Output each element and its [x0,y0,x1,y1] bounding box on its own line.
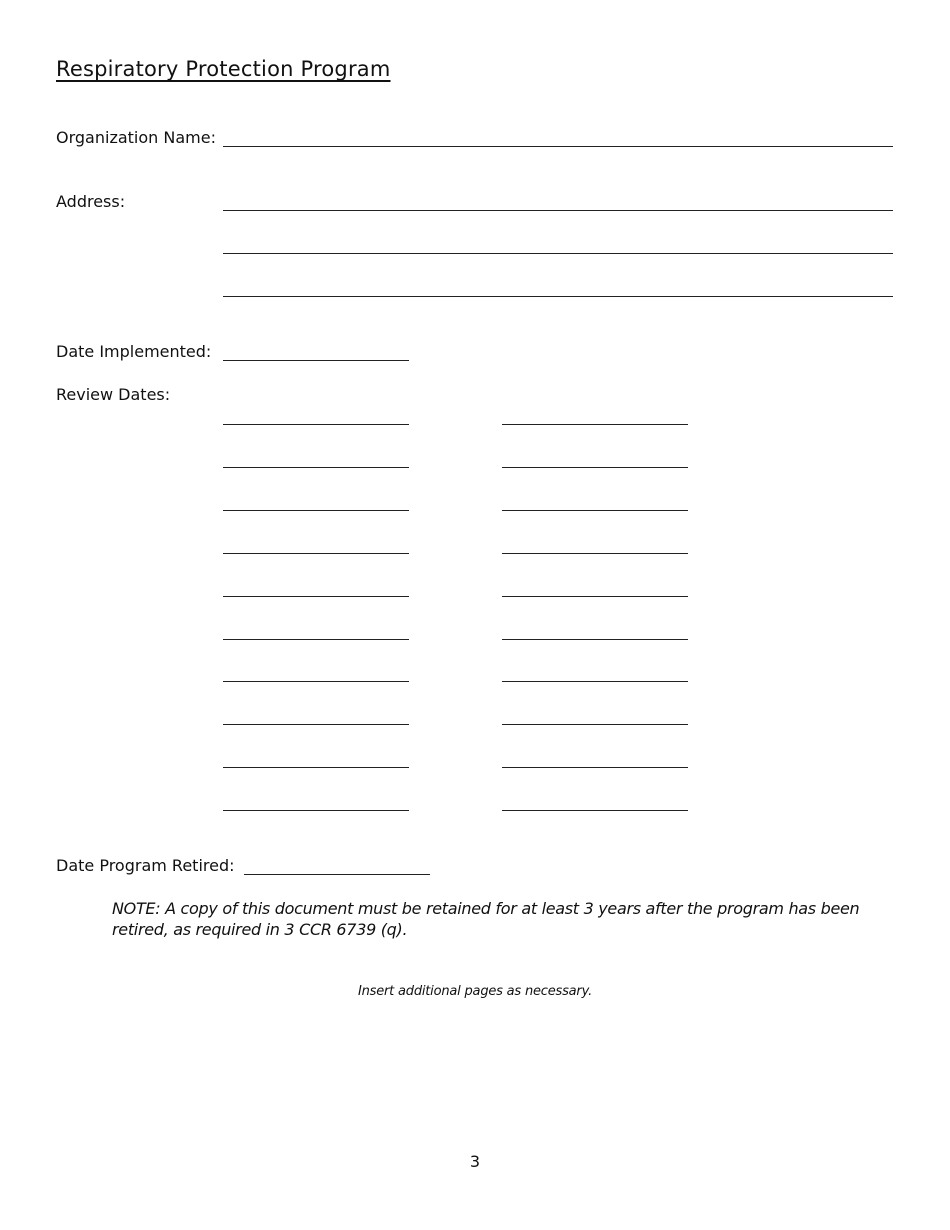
date-program-retired-label: Date Program Retired: [56,856,235,875]
review-date-field[interactable] [223,424,409,425]
address-line-3-field[interactable] [223,296,893,297]
page-number: 3 [469,1152,481,1171]
page-title: Respiratory Protection Program [56,57,391,81]
review-date-field[interactable] [223,553,409,554]
retention-note: NOTE: A copy of this document must be retained for at least 3 years after the program has been retired, as required in 3 CCR 6739 (q). [112,899,860,939]
review-date-field[interactable] [223,810,409,811]
review-date-field[interactable] [502,510,688,511]
review-date-field[interactable] [223,681,409,682]
date-program-retired-field[interactable] [244,874,430,875]
review-date-field[interactable] [502,767,688,768]
review-date-field[interactable] [502,596,688,597]
review-date-field[interactable] [502,810,688,811]
review-date-field[interactable] [223,767,409,768]
review-date-field[interactable] [223,639,409,640]
review-date-field[interactable] [502,639,688,640]
organization-name-field[interactable] [223,146,893,147]
review-date-field[interactable] [502,467,688,468]
review-date-field[interactable] [502,424,688,425]
review-date-field[interactable] [223,724,409,725]
review-date-field[interactable] [502,724,688,725]
review-date-field[interactable] [223,510,409,511]
address-label: Address: [56,192,126,211]
date-implemented-label: Date Implemented: [56,342,212,361]
organization-name-label: Organization Name: [56,128,216,147]
review-date-field[interactable] [502,553,688,554]
insert-pages-instruction: Insert additional pages as necessary. [357,984,592,999]
date-implemented-field[interactable] [223,360,409,361]
review-dates-label: Review Dates: [56,385,171,404]
address-line-1-field[interactable] [223,210,893,211]
review-date-field[interactable] [502,681,688,682]
review-date-field[interactable] [223,467,409,468]
review-date-field[interactable] [223,596,409,597]
address-line-2-field[interactable] [223,253,893,254]
